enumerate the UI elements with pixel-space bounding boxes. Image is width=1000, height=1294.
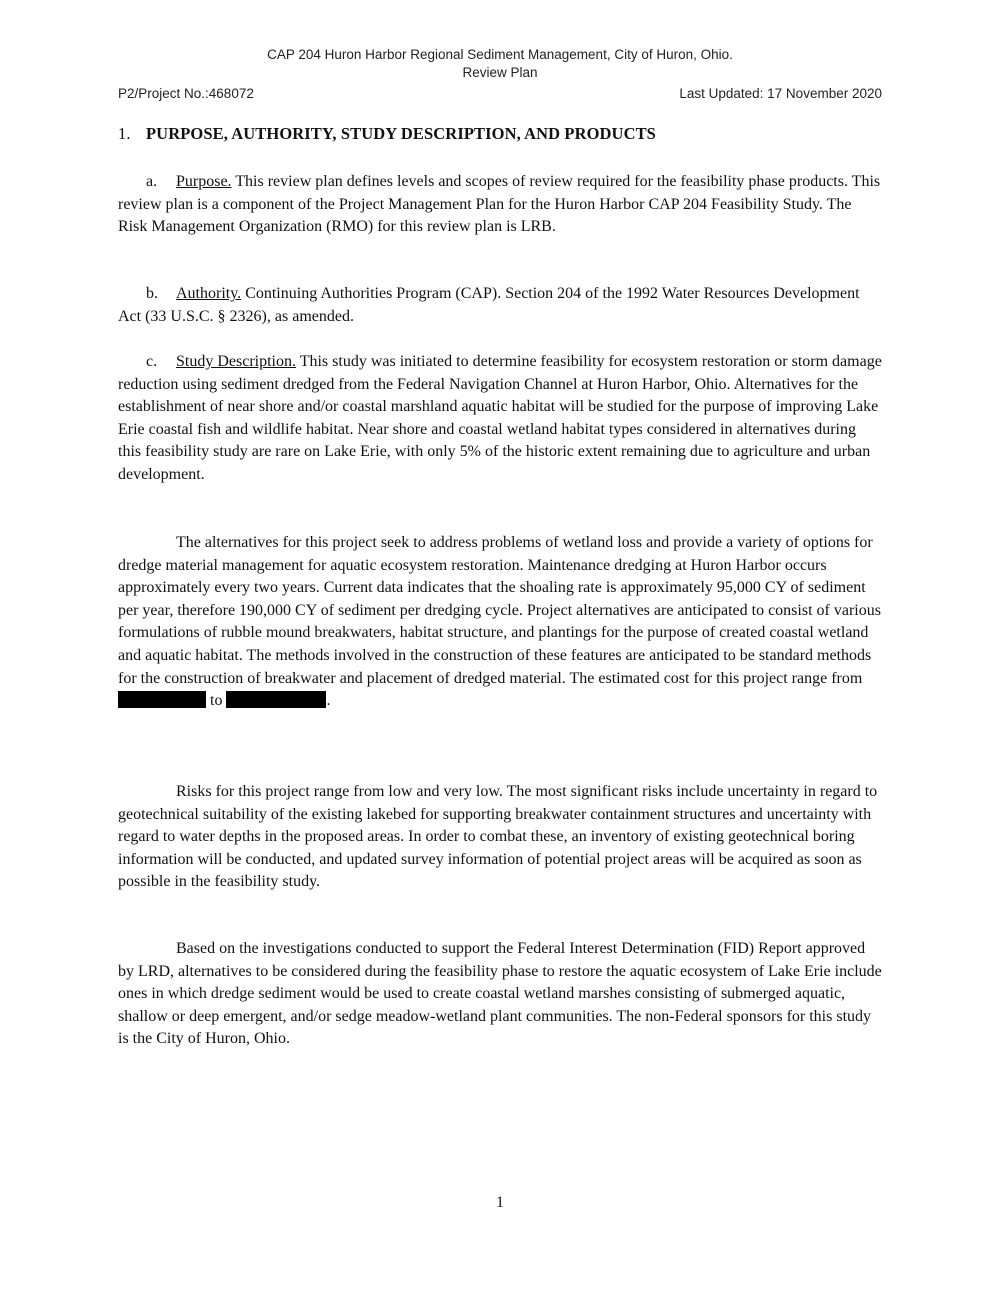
authority-text: Continuing Authorities Program (CAP). Section 204 of the 1992 Water Resources Development Act (33 U.S.C. § 2326), as amended. [118,285,860,325]
page-number: 1 [496,1194,504,1211]
redacted-cost-high [226,691,326,708]
paragraph-fid [118,938,882,1051]
purpose-label: a. [146,173,158,190]
risks-text: Risks for this project range from low and very low. The most significant risks include uncertainty in regard to geotechnical suitability of the existing lakebed for supporting breakwater containment structures and uncertainty with regard to water depths in the proposed areas. In order to combat these, an inventory of existing geotechnical boring information will be conducted, and updated survey information of potential project areas will be acquired as soon as possible in the feasibility study. [118,783,878,891]
alternatives-end: . [326,692,331,710]
authority-heading: Authority. [176,285,242,302]
paragraph-alternatives [118,532,882,713]
purpose-text: This review plan defines levels and scopes of review required for the feasibility phase products. This review plan is a component of the Project Management Plan for the Huron Harbor CAP 204 Feasibility Study. The Risk Management Organization (RMO) for this review plan is LRB. [118,173,881,236]
paragraph-authority [118,283,882,328]
header-title: CAP 204 Huron Harbor Regional Sediment Management, City of Huron, Ohio. [267,47,733,62]
alternatives-to: to [210,692,223,710]
fid-text: Based on the investigations conducted to support the Federal Interest Determination (FID) Report approved by LRD, alternatives to be considered during the feasibility phase to restore the aquatic ecosystem of Lake Erie include ones in which dredge sediment would be used to create coastal wetland marshes consisting of submerged aquatic, shallow or deep emergent, and/or sedge meadow-wetland plant communities. The non-Federal sponsors for this study is the City of Huron, Ohio. [118,940,882,1048]
header-project-number: P2/Project No.:468072 [118,86,254,101]
study-heading: Study Description. [176,353,296,370]
section-heading [118,124,656,144]
paragraph-risks [118,781,882,894]
purpose-heading: Purpose. [176,173,232,190]
alternatives-text: The alternatives for this project seek to address problems of wetland loss and provide a variety of options for dredge material management for aquatic ecosystem restoration. Maintenance dredging at Huron Harbor occurs approximately every two years. Current data indicates that the shoaling rate is approximately 95,000 CY of sediment per year, therefore 190,000 CY of sediment per dredging cycle. Project alternatives are anticipated to consist of various formulations of rubble mound breakwaters, habitat structure, and plantings for the purpose of created coastal wetland and aquatic habitat. The methods involved in the construction of these features are anticipated to be standard methods for the construction of breakwater and placement of dredged material. The estimated cost for this project range from [118,534,881,687]
study-text: This study was initiated to determine feasibility for ecosystem restoration or storm damage reduction using sediment dredged from the Federal Navigation Channel at Huron Harbor, Ohio. Alternatives for the establishment of near shore and/or coastal marshland aquatic habitat will be studied for the purpose of improving Lake Erie coastal fish and wildlife habitat. Near shore and coastal wetland habitat types considered in alternatives during this feasibility study are rare on Lake Erie, with only 5% of the historic extent remaining due to agriculture and urban development. [118,353,882,483]
paragraph-study-description [118,351,882,487]
study-label: c. [146,353,158,370]
header-last-updated: Last Updated: 17 November 2020 [679,86,882,101]
section-number: 1. [118,124,131,143]
authority-label: b. [146,285,158,302]
paragraph-purpose [118,171,882,239]
header-subtitle: Review Plan [462,65,538,80]
redacted-cost-low [118,691,206,708]
section-title: PURPOSE, AUTHORITY, STUDY DESCRIPTION, AND PRODUCTS [146,124,656,143]
